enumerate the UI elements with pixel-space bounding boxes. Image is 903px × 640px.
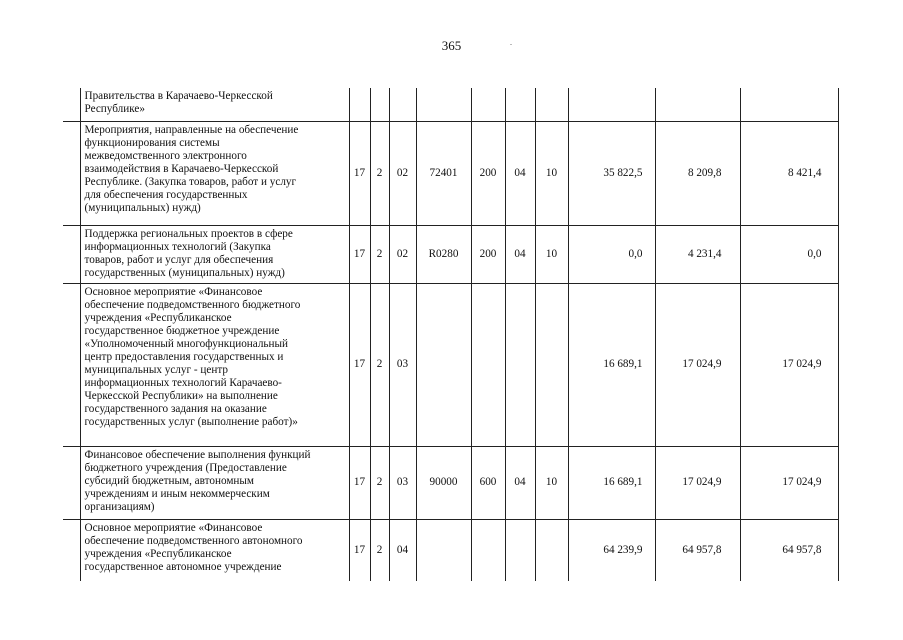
row-code-c3: 03 — [389, 283, 416, 446]
table-row — [63, 225, 838, 283]
row-code-c7: 10 — [535, 225, 568, 283]
row-code-c6: 04 — [505, 121, 535, 225]
row-code-c2: 2 — [370, 519, 389, 581]
row-amount-3: 17 024,9 — [740, 446, 838, 519]
row-code-c2: 2 — [370, 283, 389, 446]
row-code-c1 — [349, 88, 370, 121]
row-amount-2: 4 231,4 — [655, 225, 740, 283]
row-code-c5: 200 — [471, 225, 505, 283]
row-code-c3: 02 — [389, 121, 416, 225]
row-code-c5 — [471, 519, 505, 581]
row-code-c2: 2 — [370, 446, 389, 519]
row-amount-3: 0,0 — [740, 225, 838, 283]
row-amount-2 — [655, 88, 740, 121]
row-amount-1: 16 689,1 — [568, 283, 655, 446]
row-code-c6 — [505, 519, 535, 581]
row-code-c3: 02 — [389, 225, 416, 283]
row-description: Основное мероприятие «Финансовое обеспечение подведомственного бюджетного учреждения «Республиканское государственное бюджетное учреждение «Уполномоченный многофункциональный центр предоставления государственных и муниципальных услуг - центр информационных технологий Карачаево- Черкесской Республики» на выполнение государственного задания на оказание государственных услуг (выполнение работ)» — [80, 283, 349, 446]
table-row — [63, 121, 838, 225]
row-code-c1: 17 — [349, 446, 370, 519]
row-description: Поддержка региональных проектов в сфере информационных технологий (Закупка товаров, работ и услуг для обеспечения государственных (муниципальных) нужд) — [80, 225, 349, 283]
table-row — [63, 519, 838, 581]
row-amount-3: 8 421,4 — [740, 121, 838, 225]
row-margin-cell — [63, 446, 80, 519]
scan-speck — [510, 44, 512, 45]
row-amount-1 — [568, 88, 655, 121]
row-code-c4 — [416, 519, 471, 581]
row-code-c2: 2 — [370, 225, 389, 283]
row-code-c4: R0280 — [416, 225, 471, 283]
row-code-c6 — [505, 283, 535, 446]
row-amount-1: 0,0 — [568, 225, 655, 283]
page-number: 365 — [441, 38, 462, 53]
row-code-c1: 17 — [349, 283, 370, 446]
row-code-c3: 04 — [389, 519, 416, 581]
row-code-c4 — [416, 283, 471, 446]
row-amount-2: 17 024,9 — [655, 446, 740, 519]
row-code-c2: 2 — [370, 121, 389, 225]
row-code-c7: 10 — [535, 121, 568, 225]
row-code-c1: 17 — [349, 225, 370, 283]
row-amount-3 — [740, 88, 838, 121]
row-code-c3 — [389, 88, 416, 121]
row-amount-2: 8 209,8 — [655, 121, 740, 225]
row-margin-cell — [63, 283, 80, 446]
row-description: Финансовое обеспечение выполнения функций бюджетного учреждения (Предоставление субсидий бюджетным, автономным учреждениям и иным некоммерческим организациям) — [80, 446, 349, 519]
row-code-c7 — [535, 88, 568, 121]
row-amount-2: 64 957,8 — [655, 519, 740, 581]
row-code-c7 — [535, 283, 568, 446]
row-code-c1: 17 — [349, 121, 370, 225]
row-margin-cell — [63, 225, 80, 283]
row-description: Основное мероприятие «Финансовое обеспечение подведомственного автономного учреждения «Республиканское государственное автономное учреждение — [80, 519, 349, 581]
table-row — [63, 88, 838, 121]
row-code-c6: 04 — [505, 446, 535, 519]
row-code-c4: 72401 — [416, 121, 471, 225]
row-amount-1: 16 689,1 — [568, 446, 655, 519]
budget-table — [63, 88, 839, 581]
row-code-c2 — [370, 88, 389, 121]
row-code-c7 — [535, 519, 568, 581]
row-margin-cell — [63, 519, 80, 581]
row-amount-2: 17 024,9 — [655, 283, 740, 446]
table-row — [63, 283, 838, 446]
row-amount-3: 17 024,9 — [740, 283, 838, 446]
row-amount-1: 35 822,5 — [568, 121, 655, 225]
row-code-c4 — [416, 88, 471, 121]
row-description: Правительства в Карачаево-Черкесской Республике» — [80, 88, 349, 121]
row-margin-cell — [63, 121, 80, 225]
row-code-c5: 600 — [471, 446, 505, 519]
row-code-c5 — [471, 88, 505, 121]
row-description: Мероприятия, направленные на обеспечение функционирования системы межведомственного электронного взаимодействия в Карачаево-Черкесской Республике. (Закупка товаров, работ и услуг для обеспечения государственных (муниципальных) нужд) — [80, 121, 349, 225]
row-code-c5 — [471, 283, 505, 446]
row-code-c1: 17 — [349, 519, 370, 581]
row-code-c3: 03 — [389, 446, 416, 519]
row-amount-3: 64 957,8 — [740, 519, 838, 581]
row-code-c7: 10 — [535, 446, 568, 519]
row-code-c6 — [505, 88, 535, 121]
table-row — [63, 446, 838, 519]
row-code-c4: 90000 — [416, 446, 471, 519]
row-code-c6: 04 — [505, 225, 535, 283]
row-amount-1: 64 239,9 — [568, 519, 655, 581]
row-margin-cell — [63, 88, 80, 121]
row-code-c5: 200 — [471, 121, 505, 225]
